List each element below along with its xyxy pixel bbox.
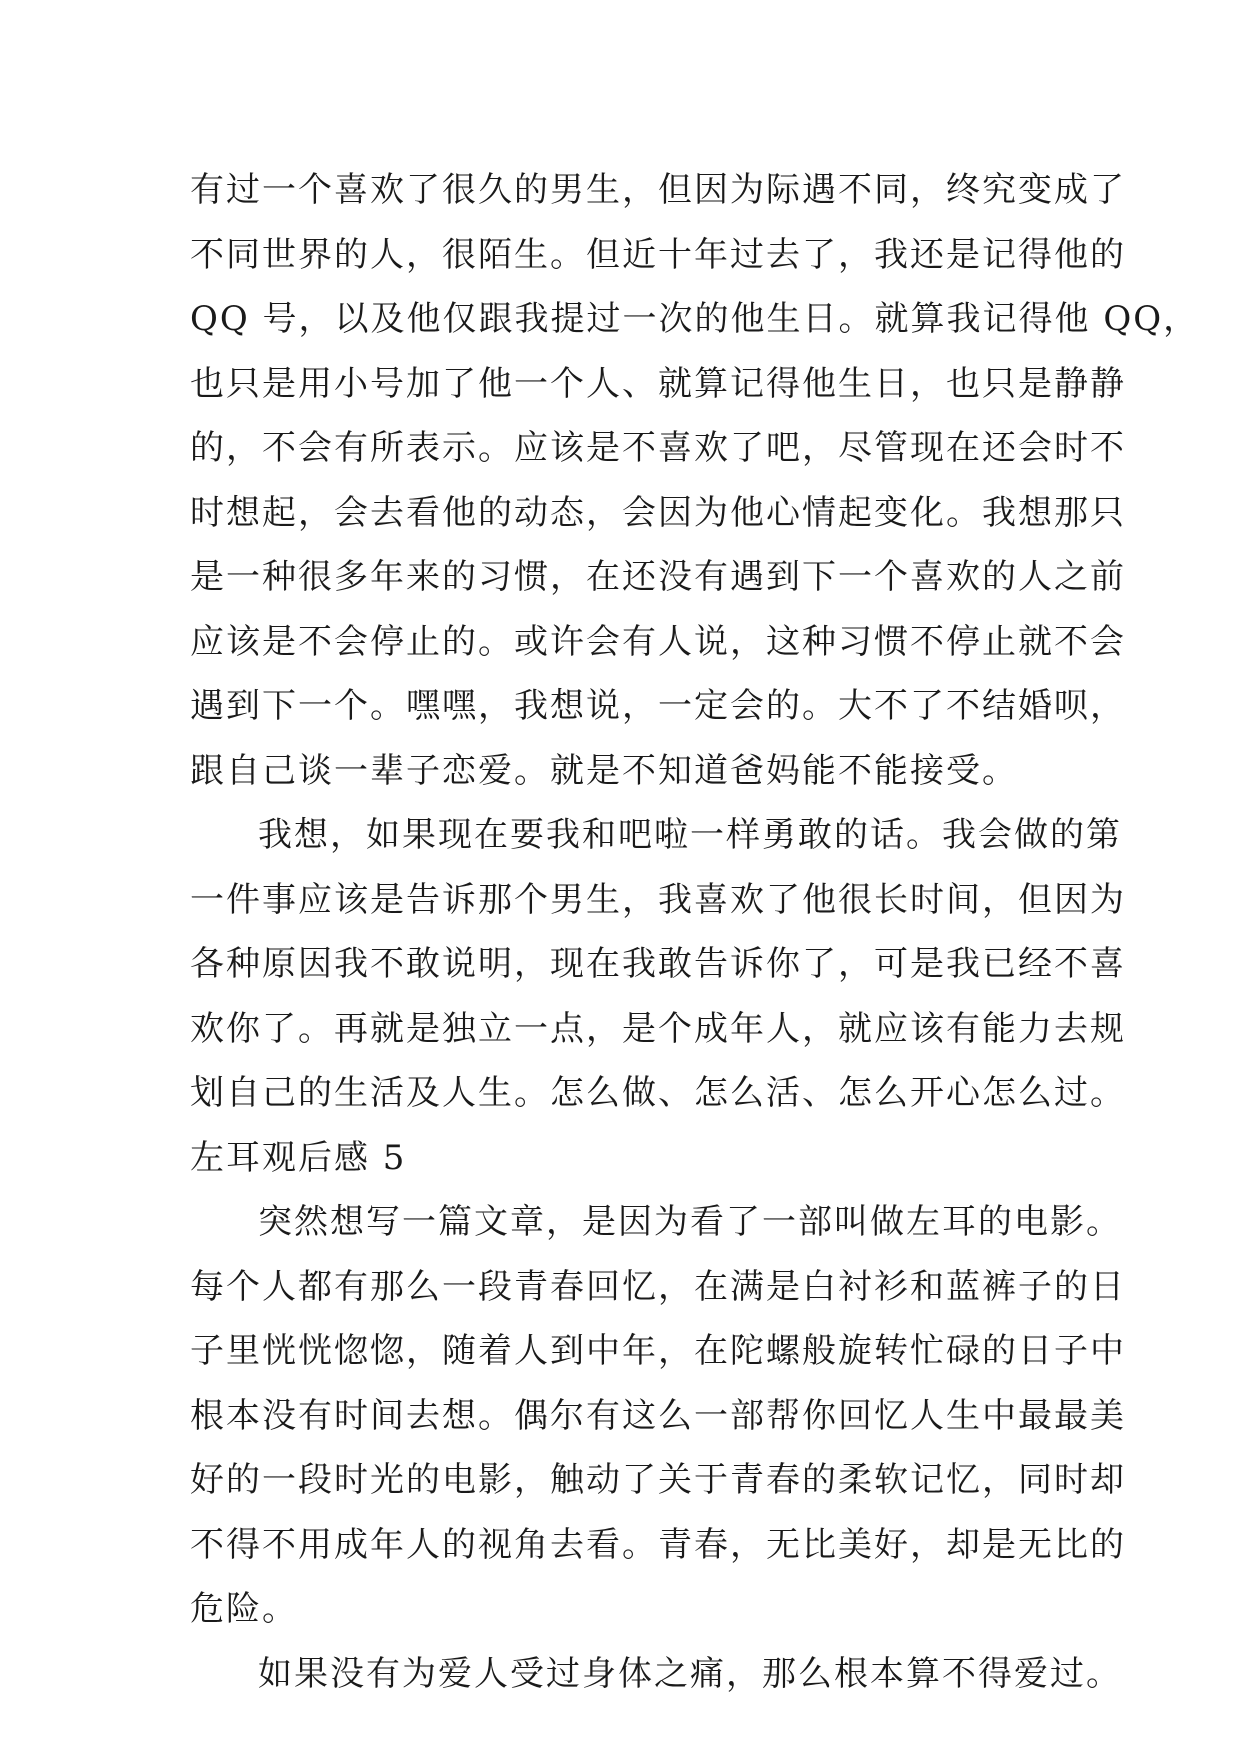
- paragraph-first-line: 突然想写一篇文章，是因为看了一部叫做左耳的电影。: [258, 1202, 1122, 1242]
- text-line: 跟自己谈一辈子恋爱。就是不知道爸妈能不能接受。: [190, 750, 1018, 791]
- text-line: 的，不会有所表示。应该是不喜欢了吧，尽管现在还会时不: [190, 428, 1126, 468]
- paragraph-first-line: 如果没有为爱人受过身体之痛，那么根本算不得爱过。: [258, 1653, 1122, 1694]
- text-line: 不得不用成年人的视角去看。青春，无比美好，却是无比的: [190, 1524, 1126, 1565]
- text-line: 一件事应该是告诉那个男生，我喜欢了他很长时间，但因为: [190, 879, 1126, 920]
- section-heading: 左耳观后感 5: [190, 1137, 407, 1178]
- text-line: 好的一段时光的电影，触动了关于青春的柔软记忆，同时却: [190, 1460, 1126, 1500]
- text-line: 根本没有时间去想。偶尔有这么一部帮你回忆人生中最最美: [190, 1395, 1126, 1436]
- document-body: [190, 158, 1200, 1706]
- text-line: 欢你了。再就是独立一点，是个成年人，就应该有能力去规: [190, 1008, 1126, 1049]
- text-line: 也只是用小号加了他一个人、就算记得他生日，也只是静静: [190, 363, 1126, 404]
- text-line: QQ 号，以及他仅跟我提过一次的他生日。就算我记得他 QQ，: [190, 299, 1200, 339]
- text-line: 危险。: [190, 1589, 298, 1629]
- text-line: 划自己的生活及人生。怎么做、怎么活、怎么开心怎么过。: [190, 1073, 1126, 1113]
- text-line: 时想起，会去看他的动态，会因为他心情起变化。我想那只: [190, 492, 1126, 533]
- text-line: 应该是不会停止的。或许会有人说，这种习惯不停止就不会: [190, 621, 1126, 662]
- text-line: 是一种很多年来的习惯，在还没有遇到下一个喜欢的人之前: [190, 557, 1126, 597]
- text-line: 不同世界的人，很陌生。但近十年过去了，我还是记得他的: [190, 234, 1126, 275]
- text-line: 有过一个喜欢了很久的男生，但因为际遇不同，终究变成了: [190, 170, 1126, 210]
- text-line: 遇到下一个。嘿嘿，我想说，一定会的。大不了不结婚呗，: [190, 686, 1126, 726]
- text-line: 每个人都有那么一段青春回忆，在满是白衬衫和蓝裤子的日: [190, 1266, 1126, 1307]
- text-line: 各种原因我不敢说明，现在我敢告诉你了，可是我已经不喜: [190, 944, 1126, 984]
- text-line: 子里恍恍惚惚，随着人到中年，在陀螺般旋转忙碌的日子中: [190, 1331, 1126, 1371]
- paragraph-first-line: 我想，如果现在要我和吧啦一样勇敢的话。我会做的第: [258, 815, 1122, 855]
